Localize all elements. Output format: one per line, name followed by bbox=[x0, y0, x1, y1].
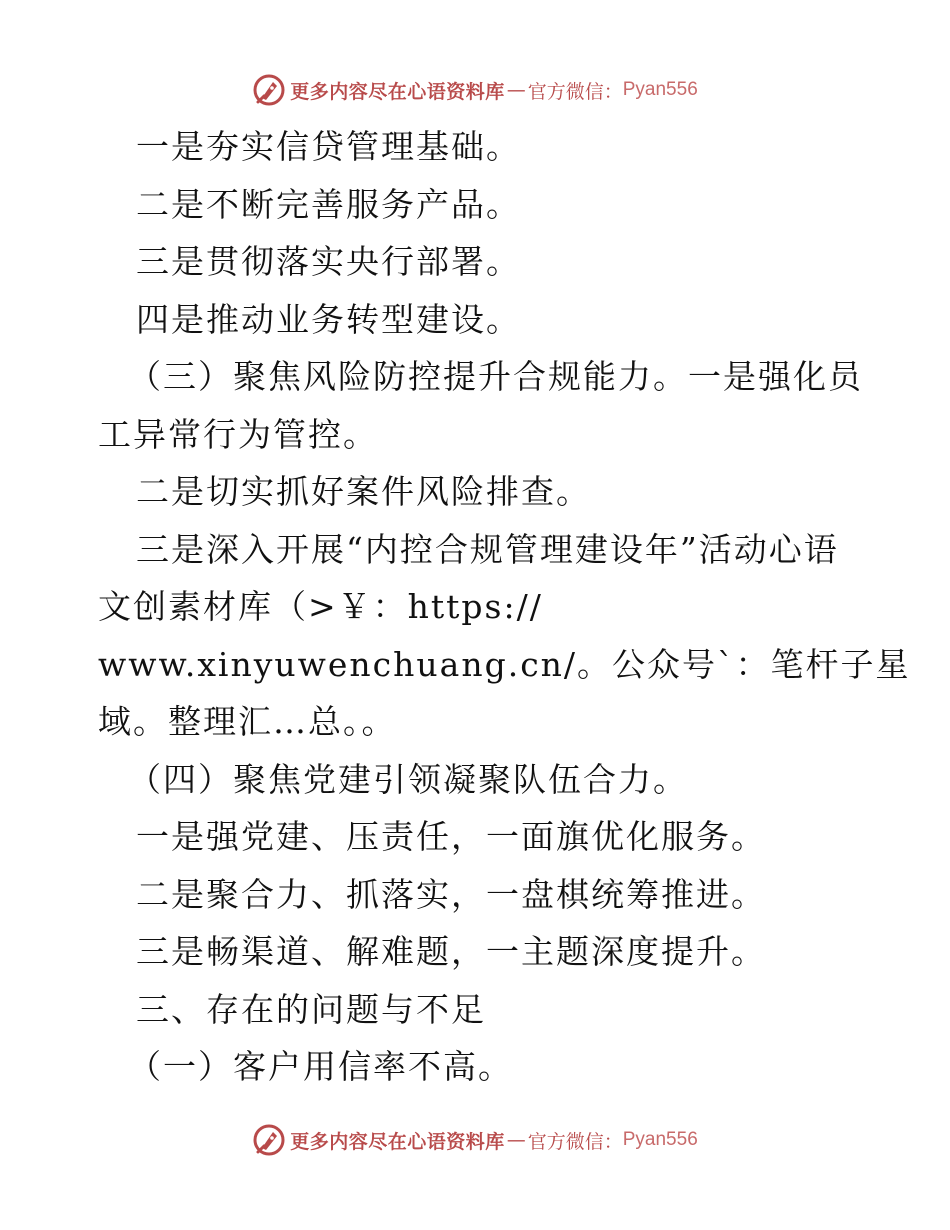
banner-wechat-id: Pyan556 bbox=[622, 1129, 698, 1150]
footer-banner bbox=[0, 1120, 950, 1160]
body-line: 三是深入开展“内控合规管理建设年”活动心语 bbox=[136, 529, 839, 569]
header-banner bbox=[0, 70, 950, 110]
document-body bbox=[98, 118, 911, 1096]
body-line: 一是强党建、压责任，一面旗优化服务。 bbox=[136, 817, 766, 856]
body-line: （一）客户用信率不高。 bbox=[128, 1047, 513, 1086]
banner-text: 更多内容尽在心语资料库 bbox=[290, 1130, 505, 1153]
body-line: www.xinyuwenchuang.cn/。公众号`：笔杆子星 bbox=[98, 644, 911, 684]
body-line: 二是不断完善服务产品。 bbox=[136, 184, 521, 224]
banner-wechat-label: 官方微信： bbox=[527, 1130, 623, 1153]
section-heading: 三、存在的问题与不足 bbox=[136, 989, 486, 1029]
body-line: （三）聚焦风险防控提升合规能力。一是强化员 bbox=[128, 357, 863, 396]
body-line: 三是畅渠道、解难题，一主题深度提升。 bbox=[136, 932, 766, 971]
body-line: 文创素材库（>￥：https:// bbox=[98, 587, 543, 626]
banner-dash: — bbox=[506, 1129, 526, 1151]
pen-nib-logo-icon bbox=[252, 1123, 286, 1157]
banner-wechat-label: 官方微信： bbox=[527, 80, 623, 103]
body-line: 域。整理汇…总。。 bbox=[98, 702, 397, 741]
body-line: 四是推动业务转型建设。 bbox=[136, 299, 521, 339]
banner-text: 更多内容尽在心语资料库 bbox=[290, 80, 505, 103]
body-line: 工异常行为管控。 bbox=[98, 414, 378, 454]
banner-dash: — bbox=[506, 79, 526, 101]
body-line: （四）聚焦党建引领凝聚队伍合力。 bbox=[128, 759, 688, 799]
body-line: 二是切实抓好案件风险排查。 bbox=[136, 472, 591, 511]
body-line: 一是夯实信贷管理基础。 bbox=[136, 127, 521, 166]
pen-nib-logo-icon bbox=[252, 73, 286, 107]
body-line: 二是聚合力、抓落实，一盘棋统筹推进。 bbox=[136, 874, 766, 914]
body-line: 三是贯彻落实央行部署。 bbox=[136, 242, 521, 281]
banner-wechat-id: Pyan556 bbox=[622, 79, 698, 100]
